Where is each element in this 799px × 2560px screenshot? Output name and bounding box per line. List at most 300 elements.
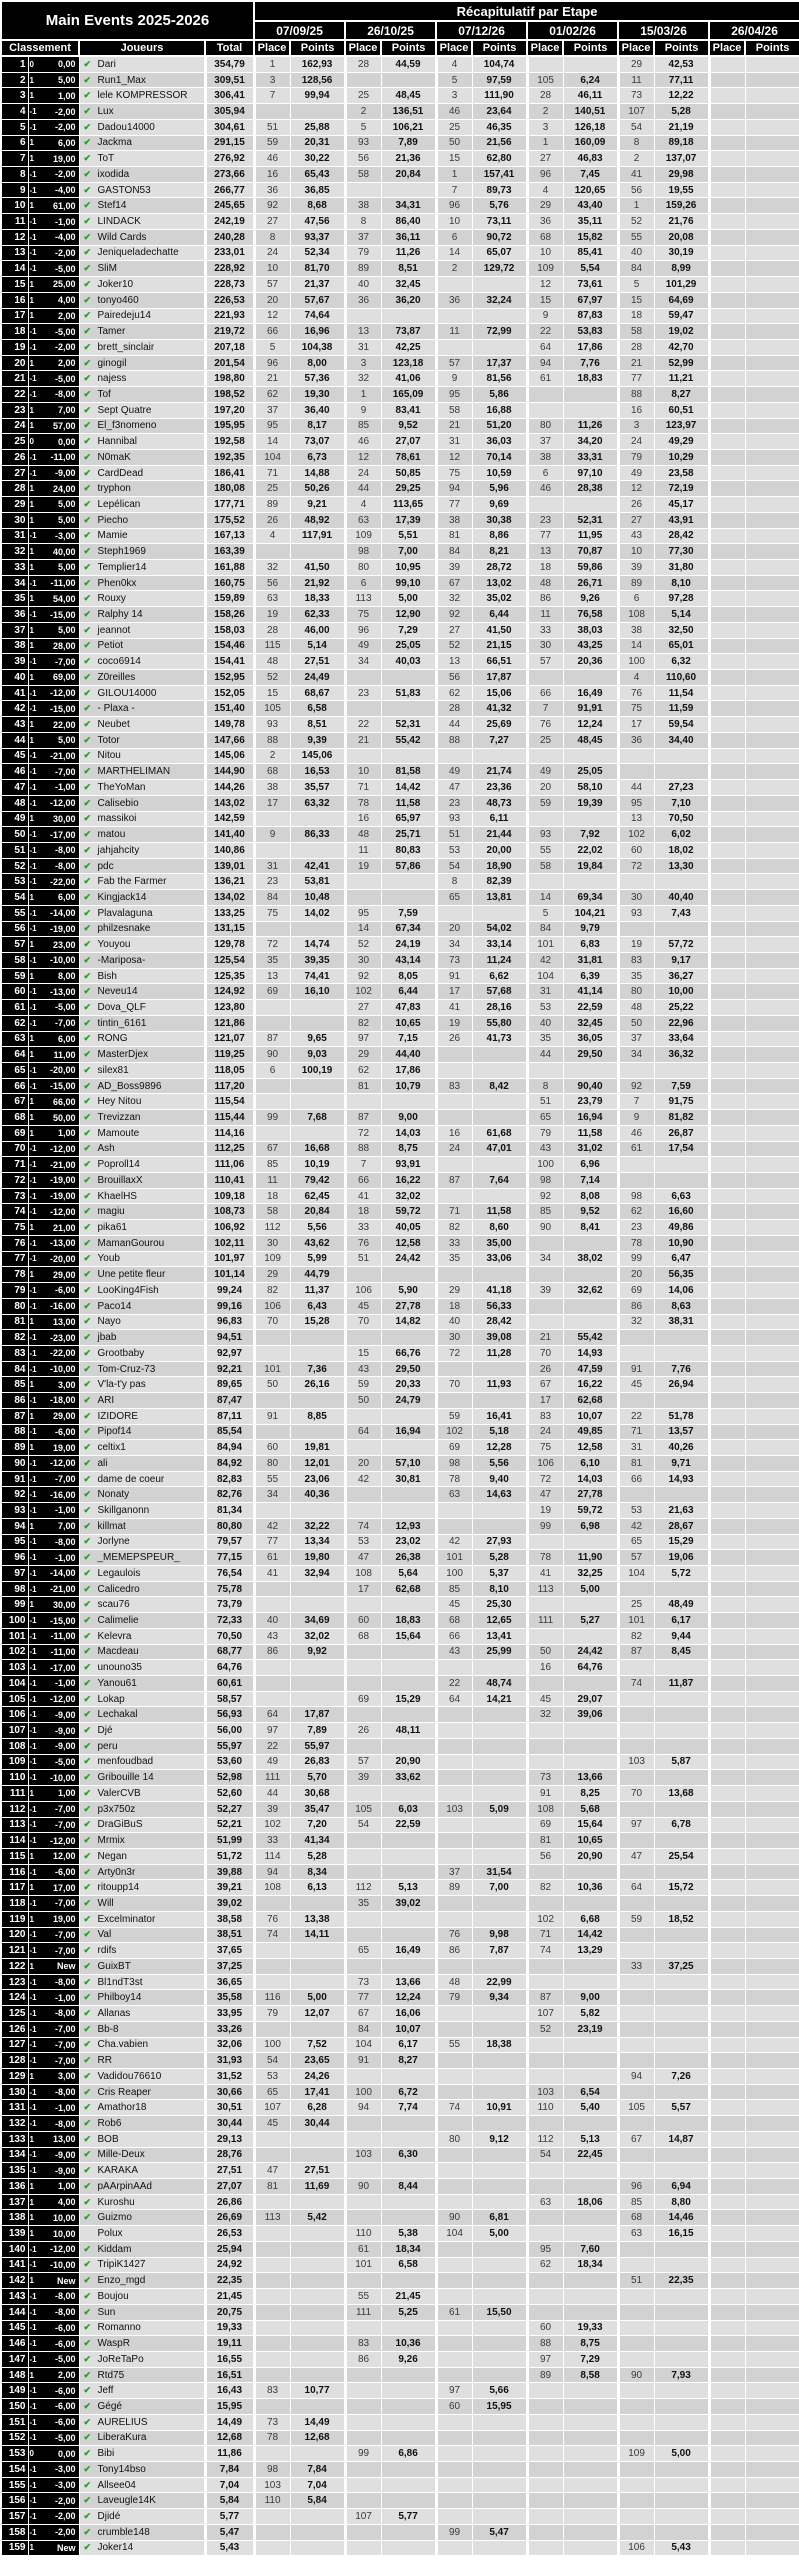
place-cell-etape-6	[709, 685, 745, 701]
points-cell-etape-2: 32,45	[381, 277, 436, 293]
points-cell-etape-1: 21,92	[290, 575, 345, 591]
player-name: - Plaxa -	[97, 703, 135, 715]
place-cell-etape-1	[254, 2509, 290, 2525]
rank-cell: 93	[1, 1503, 28, 1519]
change-cell: -8,00	[42, 2084, 79, 2100]
player-cell	[79, 1786, 205, 1802]
table-row	[1, 1455, 799, 1471]
place-cell-etape-2: 66	[345, 1173, 381, 1189]
rank-cell: 158	[1, 2524, 28, 2540]
points-cell-etape-5: 16,60	[654, 1204, 709, 1220]
movement-cell: -1	[28, 748, 42, 764]
movement-cell: 1	[28, 1094, 42, 1110]
points-cell-etape-3: 5,09	[472, 1801, 527, 1817]
points-cell-etape-1: 23,65	[290, 2053, 345, 2069]
points-cell-etape-2: 26,38	[381, 1550, 436, 1566]
points-cell-etape-2: 5,77	[381, 2509, 436, 2525]
place-cell-etape-4	[527, 2493, 563, 2509]
place-cell-etape-5: 34	[618, 1047, 654, 1063]
place-cell-etape-2: 34	[345, 654, 381, 670]
place-cell-etape-2	[345, 1503, 381, 1519]
place-cell-etape-2: 9	[345, 402, 381, 418]
place-cell-etape-3: 82	[436, 1220, 472, 1236]
movement-cell: 0	[28, 2446, 42, 2462]
place-cell-etape-1	[254, 2147, 290, 2163]
points-cell-etape-3: 8,10	[472, 1581, 527, 1597]
points-cell-etape-3: 16,41	[472, 1408, 527, 1424]
change-cell: New	[42, 1958, 79, 1974]
movement-cell: -1	[28, 2336, 42, 2352]
place-cell-etape-3: 55	[436, 2037, 472, 2053]
total-cell: 84,92	[205, 1455, 254, 1471]
place-cell-etape-1: 24	[254, 245, 290, 261]
rank-cell: 108	[1, 1738, 28, 1754]
table-row	[1, 1848, 799, 1864]
player-name: Tony14bso	[97, 2463, 146, 2475]
check-icon: ✔	[83, 923, 92, 934]
place-cell-etape-5: 38	[618, 622, 654, 638]
points-cell-etape-4: 7,76	[563, 355, 618, 371]
points-cell-etape-2: 10,36	[381, 2336, 436, 2352]
points-cell-etape-5: 19,02	[654, 324, 709, 340]
points-cell-etape-6	[745, 2477, 799, 2493]
place-cell-etape-5	[618, 2524, 654, 2540]
table-row	[1, 1754, 799, 1770]
points-cell-etape-5: 6,78	[654, 1817, 709, 1833]
points-cell-etape-1: 52,34	[290, 245, 345, 261]
place-cell-etape-5: 67	[618, 2131, 654, 2147]
points-cell-etape-6	[745, 968, 799, 984]
player-cell	[79, 1298, 205, 1314]
place-cell-etape-6	[709, 2304, 745, 2320]
check-icon: ✔	[83, 1284, 92, 1295]
total-cell: 19,11	[205, 2336, 254, 2352]
points-cell-etape-4: 140,51	[563, 104, 618, 120]
rank-cell: 133	[1, 2131, 28, 2147]
place-cell-etape-6	[709, 2540, 745, 2556]
total-cell: 276,92	[205, 151, 254, 167]
total-cell: 240,28	[205, 229, 254, 245]
points-cell-etape-1: 34,69	[290, 1613, 345, 1629]
points-cell-etape-2: 20,90	[381, 1754, 436, 1770]
place-cell-etape-2: 47	[345, 1550, 381, 1566]
points-cell-etape-4: 6,96	[563, 1157, 618, 1173]
points-cell-etape-4	[563, 2430, 618, 2446]
table-row	[1, 1110, 799, 1126]
total-cell: 32,06	[205, 2037, 254, 2053]
check-icon: ✔	[83, 986, 92, 997]
total-cell: 70,50	[205, 1628, 254, 1644]
points-cell-etape-2: 52,31	[381, 717, 436, 733]
player-name: DraGiBuS	[97, 1819, 143, 1831]
place-cell-etape-2	[345, 1408, 381, 1424]
change-cell: 6,00	[42, 1031, 79, 1047]
points-cell-etape-6	[745, 2037, 799, 2053]
place-cell-etape-1: 31	[254, 858, 290, 874]
points-cell-etape-2: 23,02	[381, 1534, 436, 1550]
total-cell: 68,77	[205, 1644, 254, 1660]
place-cell-etape-5	[618, 1393, 654, 1409]
place-cell-etape-6	[709, 324, 745, 340]
total-cell: 115,54	[205, 1094, 254, 1110]
points-cell-etape-3	[472, 2493, 527, 2509]
check-icon: ✔	[83, 2243, 92, 2254]
place-cell-etape-3: 58	[436, 402, 472, 418]
points-cell-etape-5	[654, 2163, 709, 2179]
change-cell: 23,00	[42, 937, 79, 953]
place-cell-etape-5: 96	[618, 2179, 654, 2195]
player-cell	[79, 151, 205, 167]
movement-cell: 1	[28, 497, 42, 513]
movement-cell: -1	[28, 1251, 42, 1267]
movement-cell: 1	[28, 732, 42, 748]
check-icon: ✔	[83, 1190, 92, 1201]
change-cell: -1,00	[42, 1503, 79, 1519]
table-row	[1, 811, 799, 827]
check-icon: ✔	[83, 467, 92, 478]
place-cell-etape-5	[618, 2053, 654, 2069]
place-cell-etape-3: 99	[436, 2524, 472, 2540]
place-cell-etape-1: 54	[254, 2053, 290, 2069]
place-cell-etape-1: 104	[254, 449, 290, 465]
movement-cell: -1	[28, 1864, 42, 1880]
points-cell-etape-5: 14,46	[654, 2210, 709, 2226]
player-name: ixodida	[97, 168, 130, 180]
points-cell-etape-5: 21,63	[654, 1503, 709, 1519]
place-cell-etape-1: 115	[254, 638, 290, 654]
place-cell-etape-3: 97	[436, 2383, 472, 2399]
points-cell-etape-2: 33,62	[381, 1770, 436, 1786]
place-cell-etape-2: 51	[345, 1251, 381, 1267]
player-cell	[79, 1644, 205, 1660]
player-cell	[79, 2226, 205, 2242]
change-cell: 40,00	[42, 544, 79, 560]
place-cell-etape-4: 112	[527, 2131, 563, 2147]
place-cell-etape-3: 96	[436, 198, 472, 214]
place-cell-etape-6	[709, 2021, 745, 2037]
points-cell-etape-3	[472, 2367, 527, 2383]
player-name: Djé	[97, 1725, 113, 1737]
place-cell-etape-2: 23	[345, 685, 381, 701]
movement-cell: 1	[28, 72, 42, 88]
check-icon: ✔	[83, 1913, 92, 1924]
points-cell-etape-6	[745, 2304, 799, 2320]
points-cell-etape-1: 74,41	[290, 968, 345, 984]
points-cell-etape-1	[290, 1974, 345, 1990]
rank-cell: 15	[1, 277, 28, 293]
total-cell: 19,33	[205, 2320, 254, 2336]
points-cell-etape-1: 74,64	[290, 308, 345, 324]
points-cell-etape-4: 16,49	[563, 685, 618, 701]
points-cell-etape-2	[381, 2399, 436, 2415]
place-cell-etape-2: 100	[345, 2084, 381, 2100]
points-cell-etape-4	[563, 2540, 618, 2556]
place-cell-etape-4: 5	[527, 905, 563, 921]
points-cell-etape-2	[381, 1487, 436, 1503]
points-cell-etape-5: 27,23	[654, 780, 709, 796]
points-cell-etape-6	[745, 2493, 799, 2509]
movement-cell: -1	[28, 119, 42, 135]
change-cell: -19,00	[42, 921, 79, 937]
movement-cell: -1	[28, 1173, 42, 1189]
place-cell-etape-4	[527, 2524, 563, 2540]
place-cell-etape-1: 92	[254, 198, 290, 214]
table-row	[1, 167, 799, 183]
rank-cell: 152	[1, 2430, 28, 2446]
total-cell: 87,47	[205, 1393, 254, 1409]
place-cell-etape-4	[527, 1597, 563, 1613]
points-cell-etape-1: 65,43	[290, 167, 345, 183]
place-cell-etape-2: 112	[345, 1880, 381, 1896]
points-cell-etape-2	[381, 1660, 436, 1676]
table-row	[1, 104, 799, 120]
player-cell	[79, 2210, 205, 2226]
rank-cell: 4	[1, 104, 28, 120]
check-icon: ✔	[83, 1599, 92, 1610]
place-cell-etape-1: 8	[254, 229, 290, 245]
points-cell-etape-3: 36,03	[472, 434, 527, 450]
table-row	[1, 1974, 799, 1990]
movement-cell: 1	[28, 2226, 42, 2242]
place-cell-etape-5: 85	[618, 2194, 654, 2210]
points-cell-etape-6	[745, 1078, 799, 1094]
movement-cell: -1	[28, 339, 42, 355]
place-cell-etape-3: 61	[436, 2304, 472, 2320]
place-cell-etape-3: 20	[436, 921, 472, 937]
rank-cell: 77	[1, 1251, 28, 1267]
points-cell-etape-1	[290, 1345, 345, 1361]
points-cell-etape-3: 41,73	[472, 1031, 527, 1047]
place-cell-etape-1: 20	[254, 292, 290, 308]
place-cell-etape-4: 83	[527, 1408, 563, 1424]
points-cell-etape-5: 7,43	[654, 905, 709, 921]
points-cell-etape-2: 21,45	[381, 2289, 436, 2305]
points-cell-etape-4: 31,81	[563, 952, 618, 968]
table-row	[1, 119, 799, 135]
place-cell-etape-5	[618, 1173, 654, 1189]
total-cell: 221,93	[205, 308, 254, 324]
player-cell	[79, 858, 205, 874]
points-cell-etape-6	[745, 622, 799, 638]
change-cell: 5,00	[42, 497, 79, 513]
place-cell-etape-2	[345, 670, 381, 686]
total-cell: 149,78	[205, 717, 254, 733]
place-cell-etape-5	[618, 874, 654, 890]
table-row	[1, 1707, 799, 1723]
place-cell-etape-3	[436, 2430, 472, 2446]
check-icon: ✔	[83, 1049, 92, 1060]
points-cell-etape-2: 7,00	[381, 544, 436, 560]
points-cell-etape-4: 6,39	[563, 968, 618, 984]
points-cell-etape-1	[290, 1094, 345, 1110]
place-cell-etape-2: 53	[345, 1534, 381, 1550]
points-cell-etape-5: 51,78	[654, 1408, 709, 1424]
place-cell-etape-5: 80	[618, 984, 654, 1000]
points-cell-etape-6	[745, 1110, 799, 1126]
place-cell-etape-2	[345, 1927, 381, 1943]
change-cell: 10,00	[42, 2210, 79, 2226]
total-cell: 25,94	[205, 2241, 254, 2257]
change-cell: -7,00	[42, 1471, 79, 1487]
points-cell-etape-2: 47,83	[381, 1000, 436, 1016]
points-cell-etape-2	[381, 890, 436, 906]
points-cell-etape-5	[654, 2383, 709, 2399]
place-cell-etape-4: 113	[527, 1581, 563, 1597]
place-cell-etape-2	[345, 182, 381, 198]
player-name: Kelevra	[97, 1630, 132, 1642]
total-cell: 52,27	[205, 1801, 254, 1817]
player-cell	[79, 1440, 205, 1456]
place-cell-etape-3: 3	[436, 88, 472, 104]
place-cell-etape-6	[709, 1676, 745, 1692]
points-cell-etape-1: 17,87	[290, 1707, 345, 1723]
points-cell-etape-4: 49,85	[563, 1424, 618, 1440]
total-cell: 228,92	[205, 261, 254, 277]
points-cell-etape-2	[381, 2116, 436, 2132]
points-cell-etape-4	[563, 1534, 618, 1550]
place-cell-etape-2: 111	[345, 2304, 381, 2320]
points-cell-etape-5	[654, 1864, 709, 1880]
points-cell-etape-3: 10,91	[472, 2100, 527, 2116]
player-name: Dari	[97, 58, 116, 70]
place-cell-etape-4: 46	[527, 481, 563, 497]
place-cell-etape-3: 86	[436, 1943, 472, 1959]
change-cell: -12,00	[42, 795, 79, 811]
table-row	[1, 1911, 799, 1927]
place-cell-etape-2: 49	[345, 638, 381, 654]
place-cell-etape-5: 66	[618, 1471, 654, 1487]
points-cell-etape-1: 100,19	[290, 1063, 345, 1079]
points-cell-etape-1: 81,70	[290, 261, 345, 277]
points-cell-etape-5: 25,22	[654, 1000, 709, 1016]
place-cell-etape-4	[527, 2273, 563, 2289]
total-cell: 163,39	[205, 544, 254, 560]
change-cell: 22,00	[42, 717, 79, 733]
points-cell-etape-2: 5,90	[381, 1283, 436, 1299]
points-cell-etape-2	[381, 1864, 436, 1880]
points-cell-etape-6	[745, 72, 799, 88]
place-cell-etape-1: 84	[254, 890, 290, 906]
check-icon: ✔	[83, 373, 92, 384]
points-cell-etape-6	[745, 261, 799, 277]
points-cell-etape-5	[654, 1974, 709, 1990]
table-row	[1, 2131, 799, 2147]
total-cell: 145,06	[205, 748, 254, 764]
player-name: Calisebio	[97, 797, 139, 809]
rank-cell: 147	[1, 2351, 28, 2367]
points-cell-etape-3	[472, 1754, 527, 1770]
points-cell-etape-6	[745, 151, 799, 167]
player-name: Grootbaby	[97, 1347, 145, 1359]
rank-cell: 27	[1, 465, 28, 481]
change-cell: -7,00	[42, 654, 79, 670]
movement-cell: -1	[28, 1581, 42, 1597]
player-name: najess	[97, 373, 127, 385]
place-cell-etape-1	[254, 1958, 290, 1974]
player-cell	[79, 1911, 205, 1927]
player-cell	[79, 2289, 205, 2305]
points-cell-etape-2: 106,21	[381, 119, 436, 135]
points-cell-etape-6	[745, 654, 799, 670]
place-cell-etape-6	[709, 387, 745, 403]
movement-cell: -1	[28, 2430, 42, 2446]
change-cell: 0,00	[42, 434, 79, 450]
points-cell-etape-2: 10,95	[381, 560, 436, 576]
points-cell-etape-5: 37,25	[654, 1958, 709, 1974]
points-cell-etape-4: 11,95	[563, 528, 618, 544]
player-cell	[79, 2116, 205, 2132]
rank-cell: 155	[1, 2477, 28, 2493]
change-cell: -12,00	[42, 1691, 79, 1707]
points-cell-etape-4: 59,86	[563, 560, 618, 576]
table-row	[1, 1204, 799, 1220]
player-cell	[79, 324, 205, 340]
points-cell-etape-5: 15,29	[654, 1534, 709, 1550]
table-row	[1, 1220, 799, 1236]
rank-cell: 119	[1, 1911, 28, 1927]
player-cell	[79, 968, 205, 984]
place-cell-etape-3: 57	[436, 355, 472, 371]
points-cell-etape-6	[745, 842, 799, 858]
points-cell-etape-5: 72,19	[654, 481, 709, 497]
check-icon: ✔	[83, 2070, 92, 2081]
table-row	[1, 2351, 799, 2367]
place-cell-etape-4: 49	[527, 764, 563, 780]
movement-cell: -1	[28, 952, 42, 968]
points-cell-etape-3: 30,38	[472, 512, 527, 528]
points-cell-etape-2: 27,07	[381, 434, 436, 450]
total-cell: 118,05	[205, 1063, 254, 1079]
change-cell: -19,00	[42, 1173, 79, 1189]
place-cell-etape-5: 70	[618, 1786, 654, 1802]
place-cell-etape-2: 36	[345, 292, 381, 308]
player-cell	[79, 1251, 205, 1267]
player-cell	[79, 1015, 205, 1031]
check-icon: ✔	[83, 498, 92, 509]
points-cell-etape-1: 8,51	[290, 717, 345, 733]
points-cell-etape-2: 6,72	[381, 2084, 436, 2100]
table-row	[1, 355, 799, 371]
place-cell-etape-1: 68	[254, 764, 290, 780]
place-cell-etape-6	[709, 1424, 745, 1440]
points-cell-etape-5	[654, 2006, 709, 2022]
points-cell-etape-5: 65,01	[654, 638, 709, 654]
points-cell-etape-5	[654, 1833, 709, 1849]
movement-cell: -1	[28, 1000, 42, 1016]
table-row	[1, 638, 799, 654]
movement-cell: -1	[28, 1707, 42, 1723]
points-cell-etape-6	[745, 198, 799, 214]
place-cell-etape-1	[254, 2304, 290, 2320]
place-cell-etape-2	[345, 2540, 381, 2556]
points-cell-etape-3	[472, 2241, 527, 2257]
place-cell-etape-2: 1	[345, 387, 381, 403]
change-cell: -10,00	[42, 952, 79, 968]
points-cell-etape-2: 57,10	[381, 1455, 436, 1471]
points-cell-etape-6	[745, 544, 799, 560]
points-cell-etape-1	[290, 1660, 345, 1676]
total-cell: 245,65	[205, 198, 254, 214]
player-name: RONG	[97, 1033, 128, 1045]
table-row	[1, 2304, 799, 2320]
rank-cell: 92	[1, 1487, 28, 1503]
place-cell-etape-4: 16	[527, 1660, 563, 1676]
check-icon: ✔	[83, 184, 92, 195]
points-cell-etape-5: 20,08	[654, 229, 709, 245]
place-cell-etape-3: 54	[436, 858, 472, 874]
points-cell-etape-1: 14,49	[290, 2414, 345, 2430]
total-cell: 11,86	[205, 2446, 254, 2462]
